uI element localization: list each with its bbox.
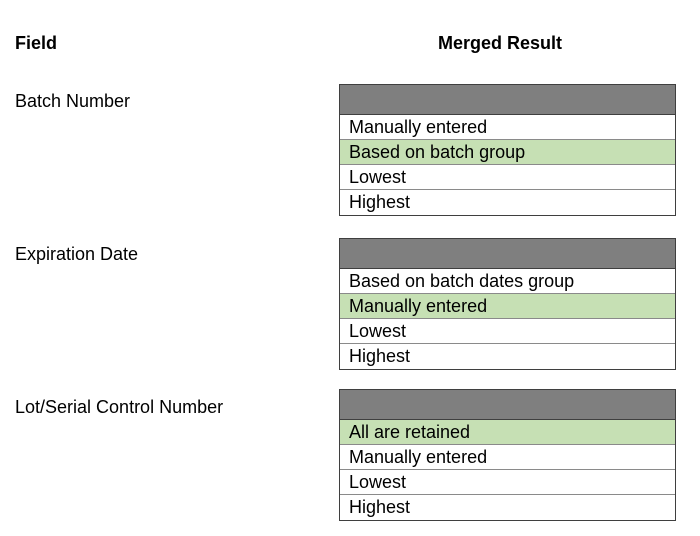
- option-lowest[interactable]: Lowest: [340, 165, 675, 190]
- batch-number-options: [339, 84, 676, 216]
- options-header-bar: [340, 85, 675, 115]
- lot-serial-options: [339, 389, 676, 521]
- option-lowest[interactable]: Lowest: [340, 470, 675, 495]
- option-manually-entered[interactable]: Manually entered: [340, 115, 675, 140]
- expiration-date-options: [339, 238, 676, 370]
- option-lowest[interactable]: Lowest: [340, 319, 675, 344]
- option-all-are-retained[interactable]: All are retained: [340, 420, 675, 445]
- options-header-bar: [340, 390, 675, 420]
- option-highest[interactable]: Highest: [349, 346, 411, 366]
- option-manually-entered[interactable]: Manually entered: [340, 294, 675, 319]
- field-label-lot-serial-control-number: Lot/Serial Control Number: [15, 397, 224, 417]
- option-highest[interactable]: Highest: [349, 192, 411, 212]
- field-label-batch-number: Batch Number: [15, 91, 131, 111]
- option-manually-entered[interactable]: Manually entered: [340, 445, 675, 470]
- field-column-header: Field: [15, 33, 58, 53]
- option-based-on-batch-group[interactable]: Based on batch group: [340, 140, 675, 165]
- field-label-expiration-date: Expiration Date: [15, 244, 139, 264]
- option-highest[interactable]: Highest: [349, 497, 411, 517]
- merged-result-column-header: Merged Result: [438, 33, 563, 53]
- options-header-bar: [340, 239, 675, 269]
- option-based-on-batch-dates-group[interactable]: Based on batch dates group: [340, 269, 675, 294]
